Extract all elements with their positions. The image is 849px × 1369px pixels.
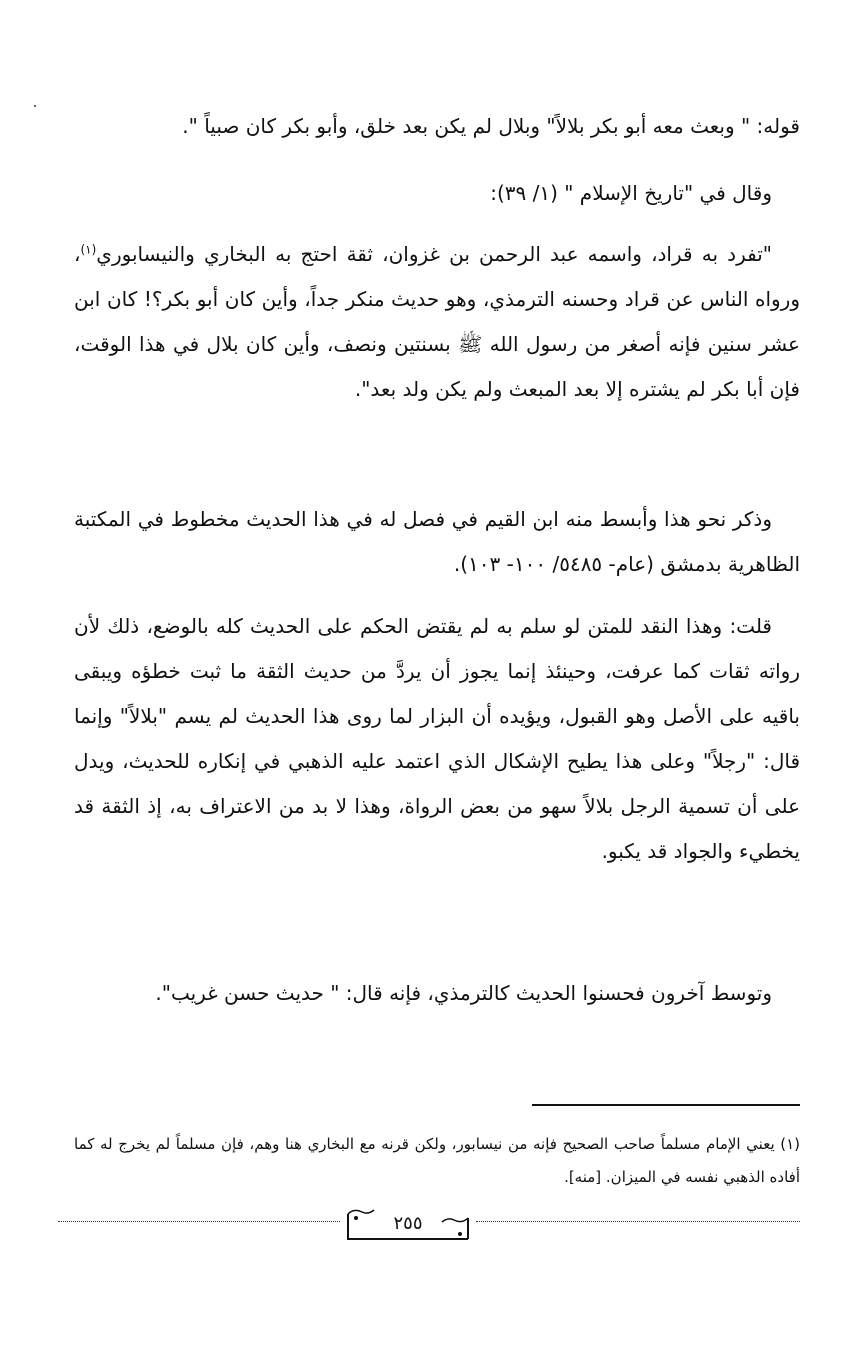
paragraph-1: قوله: " وبعث معه أبو بكر بلالاً" وبلال لم يكن بعد خلق، وأبو بكر كان صبياً ". <box>182 114 800 138</box>
footnote-reference[interactable]: (١) <box>80 242 97 257</box>
paragraph-3 <box>74 232 800 412</box>
paragraph-3-part-2: ، ورواه الناس عن قراد وحسنه الترمذي، وهو حديث منكر جداً، وأين كان أبو بكر؟! كان ابن عشر سنين فإنه أصغر من رسول الله ﷺ بسنتين ونصف، وأين كان بلال في هذا الوقت، فإن أبا بكر لم يشتره إلا بعد المبعث ولم يكن ولد بعد". <box>74 242 800 401</box>
paragraph-6: وتوسط آخرون فحسنوا الحديث كالترمذي، فإنه قال: " حديث حسن غريب". <box>155 981 772 1005</box>
scan-speck <box>34 105 36 107</box>
footnote-separator <box>532 1104 800 1106</box>
footnote-text: (١) يعني الإمام مسلماً صاحب الصحيح فإنه من نيسابور، ولكن قرنه مع البخاري هنا وهم، فإن مسلماً لم يخرج له كما أفاده الذهبي نفسه في الميزان. [منه]. <box>74 1135 800 1186</box>
footer-dotted-line-left <box>58 1221 340 1222</box>
footer-dotted-line-right <box>476 1221 800 1222</box>
paragraph-5: قلت: وهذا النقد للمتن لو سلم به لم يقتض الحكم على الحديث كله بالوضع، ذلك لأن رواته ثقات كما عرفت، وحينئذ إنما يجوز أن يردَّ من حديث الثقة ما ثبت خطؤه ويبقى باقيه على الأصل وهو القبول، ويؤيده أن البزار لما روى هذا الحديث لم يسم "بلالاً" وإنما قال: "رجلاً" وعلى هذا يطيح الإشكال الذي اعتمد عليه الذهبي في إنكاره للحديث، ويدل على أن تسمية الرجل بلالاً سهو من بعض الرواة، وهذا لا بد من الاعتراف به، إذ الثقة قد يخطيء والجواد قد يكبو. <box>74 614 800 863</box>
page-number: ٢٥٥ <box>393 1213 423 1234</box>
page-number-frame <box>344 1206 472 1242</box>
paragraph-2: وقال في "تاريخ الإسلام " (١/ ٣٩): <box>490 181 772 205</box>
paragraph-4: وذكر نحو هذا وأبسط منه ابن القيم في فصل له في هذا الحديث مخطوط في المكتبة الظاهرية بدمشق (عام- ٥٤٨٥/ ١٠٠- ١٠٣). <box>74 507 800 576</box>
paragraph-3-part-1: "تفرد به قراد، واسمه عبد الرحمن بن غزوان، ثقة احتج به البخاري والنيسابوري <box>96 242 772 266</box>
